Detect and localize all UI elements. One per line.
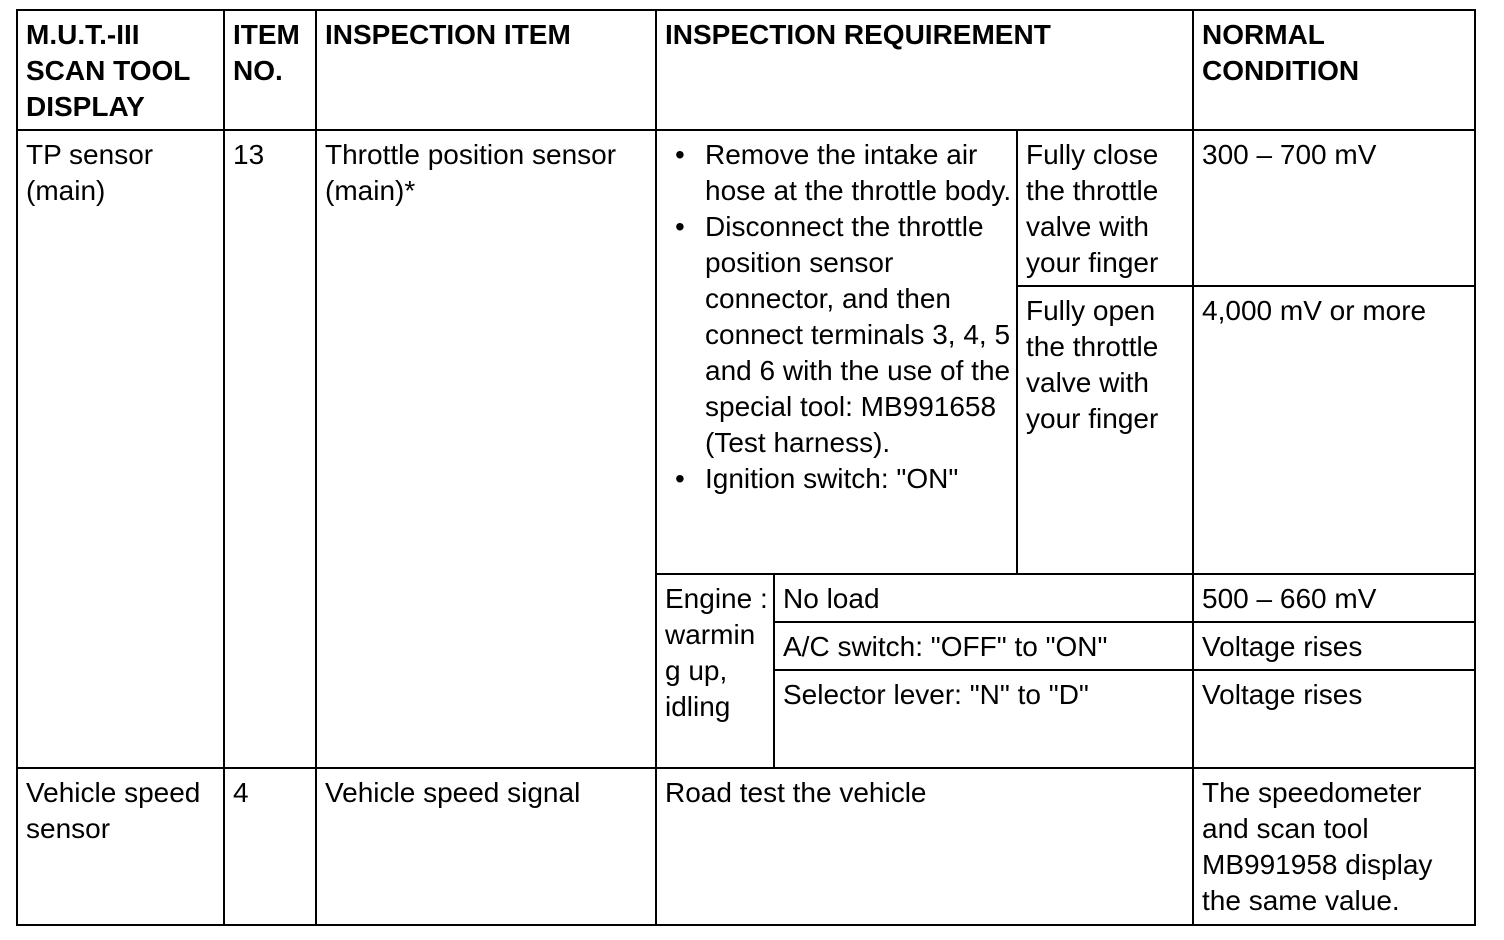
engine-condition-no-load-cell: No load	[774, 574, 1193, 622]
header-row	[17, 10, 1475, 130]
table-row	[17, 768, 1475, 925]
vss-normal-cell: The speedometer and scan tool MB991958 display the same value.	[1193, 768, 1475, 925]
engine-condition-ac-cell: A/C switch: "OFF" to "ON"	[774, 622, 1193, 670]
requirement-bullet-list	[665, 137, 1014, 497]
vss-item-no-cell: 4	[224, 768, 316, 925]
tp-inspection-item-cell: Throttle position sensor (main)*	[316, 130, 656, 768]
header-normal-condition: NORMAL CONDITION	[1193, 10, 1475, 130]
inspection-table	[16, 9, 1476, 926]
tp-display-cell: TP sensor (main)	[17, 130, 224, 768]
header-inspection-item: INSPECTION ITEM	[316, 10, 656, 130]
sub-condition-close-cell: Fully close the throttle valve with your finger	[1017, 130, 1193, 286]
list-item: • Disconnect the throttle position sensor connector, and then connect terminals 3, 4, 5 and 6 with the use of the special tool: MB991658 (Test harness).	[665, 209, 1014, 461]
normal-open-cell: 4,000 mV or more	[1193, 286, 1475, 574]
vss-requirement-cell: Road test the vehicle	[656, 768, 1193, 925]
vss-display-cell: Vehicle speed sensor	[17, 768, 224, 925]
header-inspection-requirement: INSPECTION REQUIREMENT	[656, 10, 1193, 130]
normal-ac-cell: Voltage rises	[1193, 622, 1475, 670]
normal-no-load-cell: 500 – 660 mV	[1193, 574, 1475, 622]
normal-close-cell: 300 – 700 mV	[1193, 130, 1475, 286]
header-display: M.U.T.-III SCAN TOOL DISPLAY	[17, 10, 224, 130]
list-item: • Remove the intake air hose at the throttle body.	[665, 137, 1014, 209]
engine-label-cell: Engine : warmin g up, idling	[656, 574, 774, 768]
header-item-no: ITEM NO.	[224, 10, 316, 130]
engine-condition-selector-cell: Selector lever: "N" to "D"	[774, 670, 1193, 768]
normal-selector-cell: Voltage rises	[1193, 670, 1475, 768]
table-row	[17, 130, 1475, 286]
tp-item-no-cell: 13	[224, 130, 316, 768]
list-item: • Ignition switch: "ON"	[665, 461, 1014, 497]
tp-requirement-cell	[656, 130, 1017, 574]
sub-condition-open-cell: Fully open the throttle valve with your finger	[1017, 286, 1193, 574]
vss-inspection-item-cell: Vehicle speed signal	[316, 768, 656, 925]
